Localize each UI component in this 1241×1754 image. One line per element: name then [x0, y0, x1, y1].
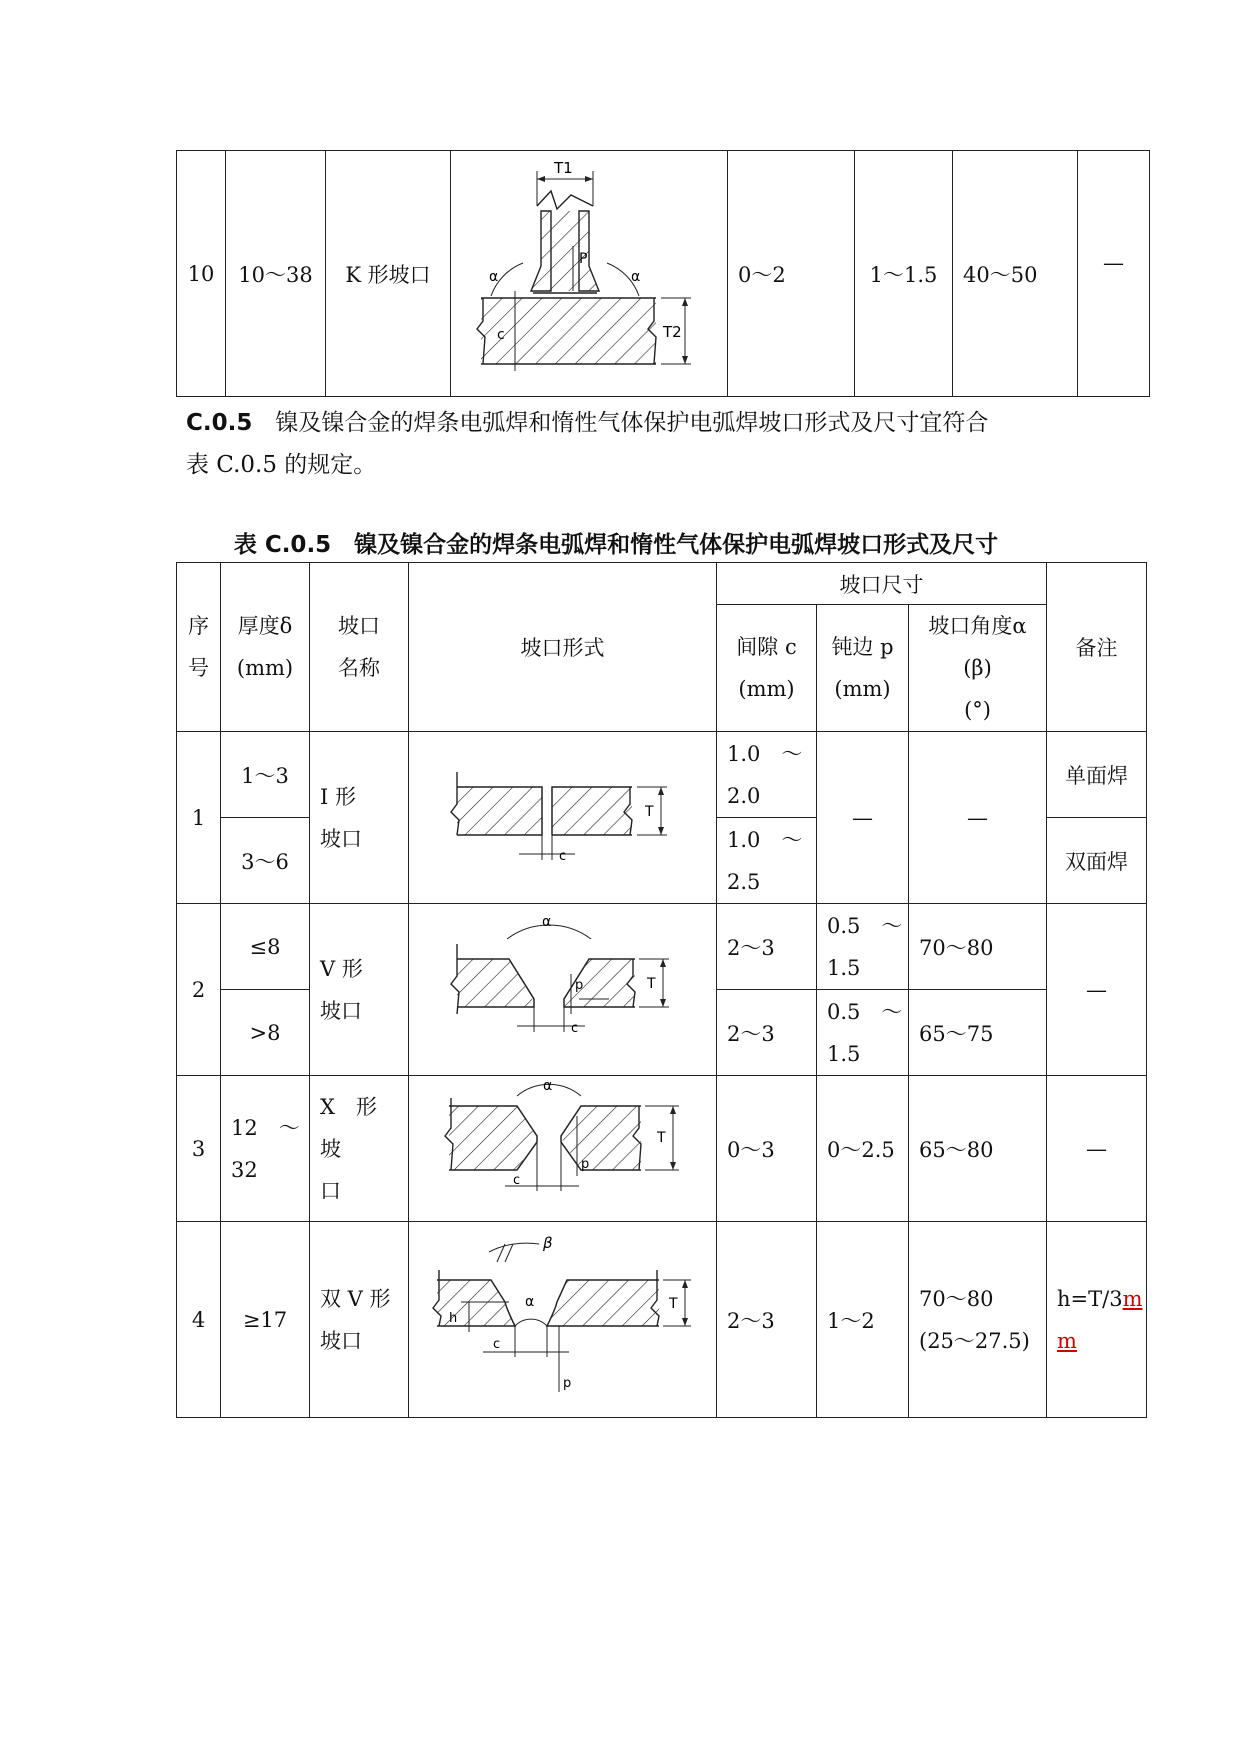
row1a-gap: 1.0 ～ 2.0: [717, 732, 817, 818]
header-no: 序 号: [177, 563, 221, 732]
row10-name: K 形坡口: [326, 151, 451, 397]
row2a-gap: 2～3: [717, 904, 817, 990]
row2-diagram: [409, 904, 717, 1076]
table-row: [177, 1222, 1147, 1418]
row3-note: —: [1047, 1076, 1147, 1222]
header-form: 坡口形式: [409, 563, 717, 732]
k-groove-diagram: [451, 151, 726, 391]
header-note: 备注: [1047, 563, 1147, 732]
row1a-thickness: 1～3: [221, 732, 310, 818]
header-row: [177, 563, 1147, 605]
row1a-note: 单面焊: [1047, 732, 1147, 818]
row4-no: 4: [177, 1222, 221, 1418]
row10-diagram: [451, 151, 728, 397]
row2b-thickness: >8: [221, 990, 310, 1076]
row1b-gap: 1.0 ～ 2.5: [717, 818, 817, 904]
row1b-thickness: 3～6: [221, 818, 310, 904]
header-angle: 坡口角度α (β) (°): [909, 605, 1047, 732]
double-v-groove-diagram: [409, 1222, 715, 1412]
row1-diagram: [409, 732, 717, 904]
table-c05: [176, 562, 1147, 1418]
label-t2: T2: [663, 323, 682, 341]
label-p: P: [579, 251, 588, 267]
row2b-angle: 65～75: [909, 990, 1047, 1076]
row1-angle: —: [909, 732, 1047, 904]
table-top-fragment: [176, 150, 1150, 397]
label-c: c: [513, 1173, 521, 1188]
table-row: [177, 904, 1147, 990]
v-groove-diagram: [409, 904, 715, 1070]
label-c: c: [571, 1021, 579, 1036]
row10-note: —: [1078, 151, 1150, 397]
label-p: p: [581, 1157, 590, 1172]
label-t: T: [645, 804, 654, 820]
row2b-blunt: 0.5 ～ 1.5: [817, 990, 909, 1076]
section-number: C.0.5: [186, 410, 253, 436]
row2-no: 2: [177, 904, 221, 1076]
row4-thickness: ≥17: [221, 1222, 310, 1418]
table-row: [177, 151, 1150, 397]
x-groove-diagram: [409, 1076, 715, 1216]
label-c: c: [493, 1337, 501, 1352]
row2-note: —: [1047, 904, 1147, 1076]
section-text-1: 镍及镍合金的焊条电弧焊和惰性气体保护电弧焊坡口形式及尺寸宜符合: [275, 410, 989, 436]
row4-name: 双 V 形 坡口: [310, 1222, 409, 1418]
row1-blunt: —: [817, 732, 909, 904]
section-paragraph: [186, 402, 1086, 486]
row3-thickness: 12 ～ 32: [221, 1076, 310, 1222]
row4-gap: 2～3: [717, 1222, 817, 1418]
section-text-2: 表 C.0.5 的规定。: [186, 452, 377, 478]
row10-gap: 0～2: [728, 151, 855, 397]
row4-blunt: 1～2: [817, 1222, 909, 1418]
row2-name: V 形 坡口: [310, 904, 409, 1076]
table-title: 表 C.0.5 镍及镍合金的焊条电弧焊和惰性气体保护电弧焊坡口形式及尺寸: [233, 532, 999, 558]
row3-angle: 65～80: [909, 1076, 1047, 1222]
label-c: c: [497, 327, 505, 343]
label-alpha: α: [525, 1294, 535, 1310]
label-t1: T1: [554, 159, 573, 177]
row3-no: 3: [177, 1076, 221, 1222]
row2b-gap: 2～3: [717, 990, 817, 1076]
row3-blunt: 0～2.5: [817, 1076, 909, 1222]
label-t: T: [669, 1296, 678, 1312]
row2a-blunt: 0.5 ～ 1.5: [817, 904, 909, 990]
header-blunt: 钝边 p (mm): [817, 605, 909, 732]
label-alpha-left: α: [489, 269, 499, 285]
row1-no: 1: [177, 732, 221, 904]
row1-name: I 形 坡口: [310, 732, 409, 904]
label-alpha-right: α: [631, 269, 641, 285]
row3-diagram: [409, 1076, 717, 1222]
header-gap: 间隙 c (mm): [717, 605, 817, 732]
row10-angle: 40～50: [953, 151, 1078, 397]
label-c: c: [559, 849, 567, 864]
table-row: [177, 1076, 1147, 1222]
row4-note: h=T/3m m: [1047, 1222, 1147, 1418]
label-beta: β: [543, 1234, 553, 1252]
row10-thickness: 10～38: [226, 151, 326, 397]
label-p: p: [575, 978, 584, 993]
label-p: p: [563, 1376, 572, 1391]
row3-name: X 形 坡 口: [310, 1076, 409, 1222]
label-t: T: [657, 1130, 666, 1146]
label-t: T: [647, 976, 656, 992]
row1b-note: 双面焊: [1047, 818, 1147, 904]
row3-gap: 0～3: [717, 1076, 817, 1222]
label-alpha: α: [543, 1078, 553, 1094]
row2a-angle: 70～80: [909, 904, 1047, 990]
label-h: h: [449, 1311, 458, 1326]
i-groove-diagram: [409, 732, 715, 898]
row4-angle: 70～80 (25～27.5): [909, 1222, 1047, 1418]
row2a-thickness: ≤8: [221, 904, 310, 990]
row10-blunt: 1～1.5: [855, 151, 953, 397]
header-thickness: 厚度δ (mm): [221, 563, 310, 732]
table-row: [177, 732, 1147, 818]
label-alpha: α: [542, 914, 552, 930]
row4-diagram: [409, 1222, 717, 1418]
header-size: 坡口尺寸: [717, 563, 1047, 605]
row10-no: 10: [177, 151, 226, 397]
header-name: 坡口 名称: [310, 563, 409, 732]
